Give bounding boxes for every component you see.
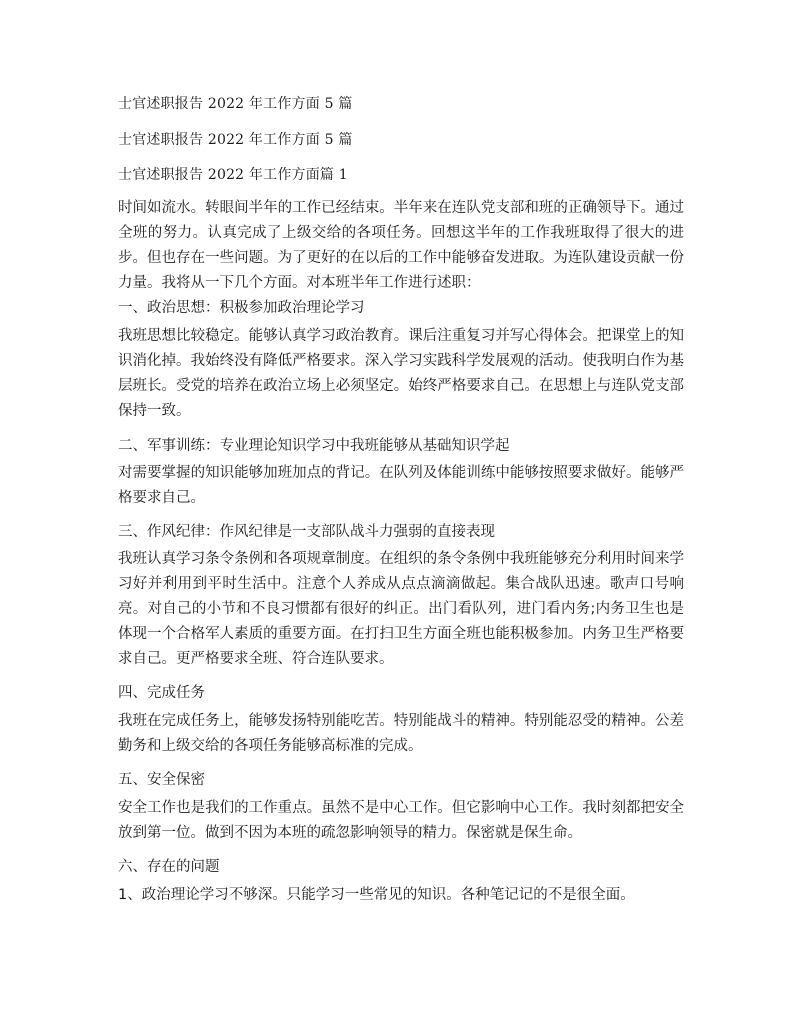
section-body-2: 对需要掌握的知识能够加班加点的背记。在队列及体能训练中能够按照要求做好。能够严格要求自己。 (118, 465, 684, 506)
section-body-6: 1、政治理论学习不够深。只能学习一些常见的知识。各种笔记记的不是很全面。 (118, 887, 635, 903)
doc-title-2: 士官述职报告 2022 年工作方面 5 篇 (118, 132, 353, 148)
section-heading-2: 二、军事训练：专业理论知识学习中我班能够从基础知识学起 (118, 438, 510, 454)
section-heading-6: 六、存在的问题 (118, 859, 220, 875)
section-body-3: 我班认真学习条令条例和各项规章制度。在组织的条令条例中我班能够充分利用时间来学习好并利用到平时生活中。注意个人养成从点点滴滴做起。集合战队迅速。歌声口号响亮。对自己的小节和不良习惯都有很好的纠正。出门看队列，进门看内务;内务卫生也是体现一个合格军人素质的重要方面。在打扫卫生方面全班也能积极参加。内务卫生严格要求自己。更严格要求全班、符合连队要求。 (118, 551, 684, 667)
section-heading-4: 四、完成任务 (118, 685, 205, 701)
section-heading-3: 三、作风纪律：作风纪律是一支部队战斗力强弱的直接表现 (118, 524, 495, 540)
section-body-4: 我班在完成任务上，能够发扬特别能吃苦。特别能战斗的精神。特别能忍受的精神。公差勤务和上级交给的各项任务能够高标准的完成。 (118, 713, 684, 754)
doc-title-1: 士官述职报告 2022 年工作方面 5 篇 (118, 96, 353, 112)
section-heading-1: 一、政治思想：积极参加政治理论学习 (118, 300, 365, 316)
section-body-5: 安全工作也是我们的工作重点。虽然不是中心工作。但它影响中心工作。我时刻都把安全放到第一位。做到不因为本班的疏忽影响领导的精力。保密就是保生命。 (118, 800, 684, 841)
section-body-1: 我班思想比较稳定。能够认真学习政治教育。课后注重复习并写心得体会。把课堂上的知识消化掉。我始终没有降低严格要求。深入学习实践科学发展观的活动。使我明白作为基层班长。受党的培养在政治立场上必须坚定。始终严格要求自己。在思想上与连队党支部保持一致。 (118, 328, 684, 419)
doc-title-3: 士官述职报告 2022 年工作方面篇 1 (118, 167, 348, 183)
intro-paragraph: 时间如流水。转眼间半年的工作已经结束。半年来在连队党支部和班的正确领导下。通过全班的努力。认真完成了上级交给的各项任务。回想这半年的工作我班取得了很大的进步。但也存在一些问题。为了更好的在以后的工作中能够奋发进取。为连队建设贡献一份力量。我将从一下几个方面。对本班半年工作进行述职： (118, 200, 684, 291)
section-heading-5: 五、安全保密 (118, 772, 205, 788)
